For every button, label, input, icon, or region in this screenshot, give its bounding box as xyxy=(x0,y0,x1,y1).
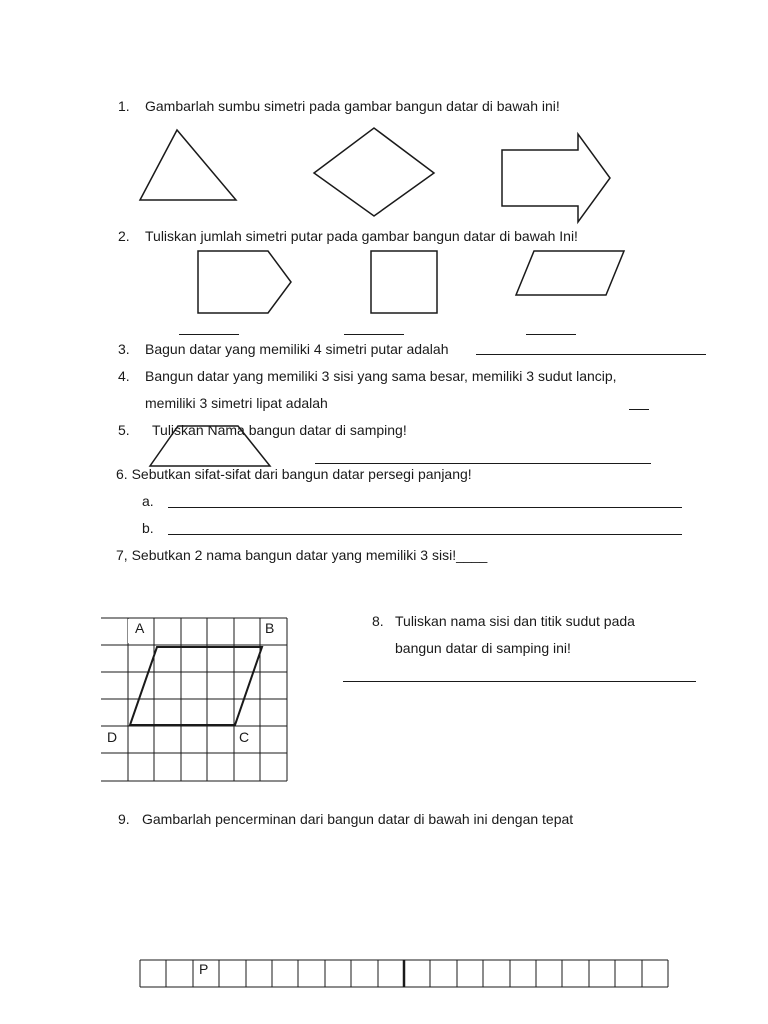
q4-line2: memiliki 3 simetri lipat adalah xyxy=(145,395,328,411)
vertex-label-c: C xyxy=(239,729,250,745)
q8-line2: bangun datar di samping ini! xyxy=(395,640,571,656)
vertex-label-b: B xyxy=(265,620,275,636)
q6-item-b: b. xyxy=(142,520,154,536)
q7-text: 7, Sebutkan 2 nama bangun datar yang memiliki 3 sisi!____ xyxy=(116,547,488,563)
vertex-label-a: A xyxy=(135,620,145,636)
q6-text: 6. Sebutkan sifat-sifat dari bangun datar persegi panjang! xyxy=(116,466,472,482)
q4-line1: Bangun datar yang memiliki 3 sisi yang sama besar, memiliki 3 sudut lancip, xyxy=(145,368,617,384)
q3-number: 3. xyxy=(118,341,130,357)
q9-text: Gambarlah pencerminan dari bangun datar di bawah ini dengan tepat xyxy=(142,811,574,827)
mirror-grid-letter: P xyxy=(199,961,209,977)
q6-item-a: a. xyxy=(142,493,154,509)
vertex-label-d: D xyxy=(107,729,118,745)
q8-line1: Tuliskan nama sisi dan titik sudut pada xyxy=(395,613,635,629)
q2-text: Tuliskan jumlah simetri putar pada gambar bangun datar di bawah Ini! xyxy=(145,228,578,244)
q4-number: 4. xyxy=(118,368,130,384)
q1-number: 1. xyxy=(118,98,130,114)
q1-text: Gambarlah sumbu simetri pada gambar bangun datar di bawah ini! xyxy=(145,98,560,114)
q3-text: Bagun datar yang memiliki 4 simetri putar adalah xyxy=(145,341,449,357)
q8-number: 8. xyxy=(372,613,384,629)
q5-text: Tuliskan Nama bangun datar di samping! xyxy=(152,422,407,438)
q2-number: 2. xyxy=(118,228,130,244)
q5-number: 5. xyxy=(118,422,130,438)
q9-number: 9. xyxy=(118,811,130,827)
